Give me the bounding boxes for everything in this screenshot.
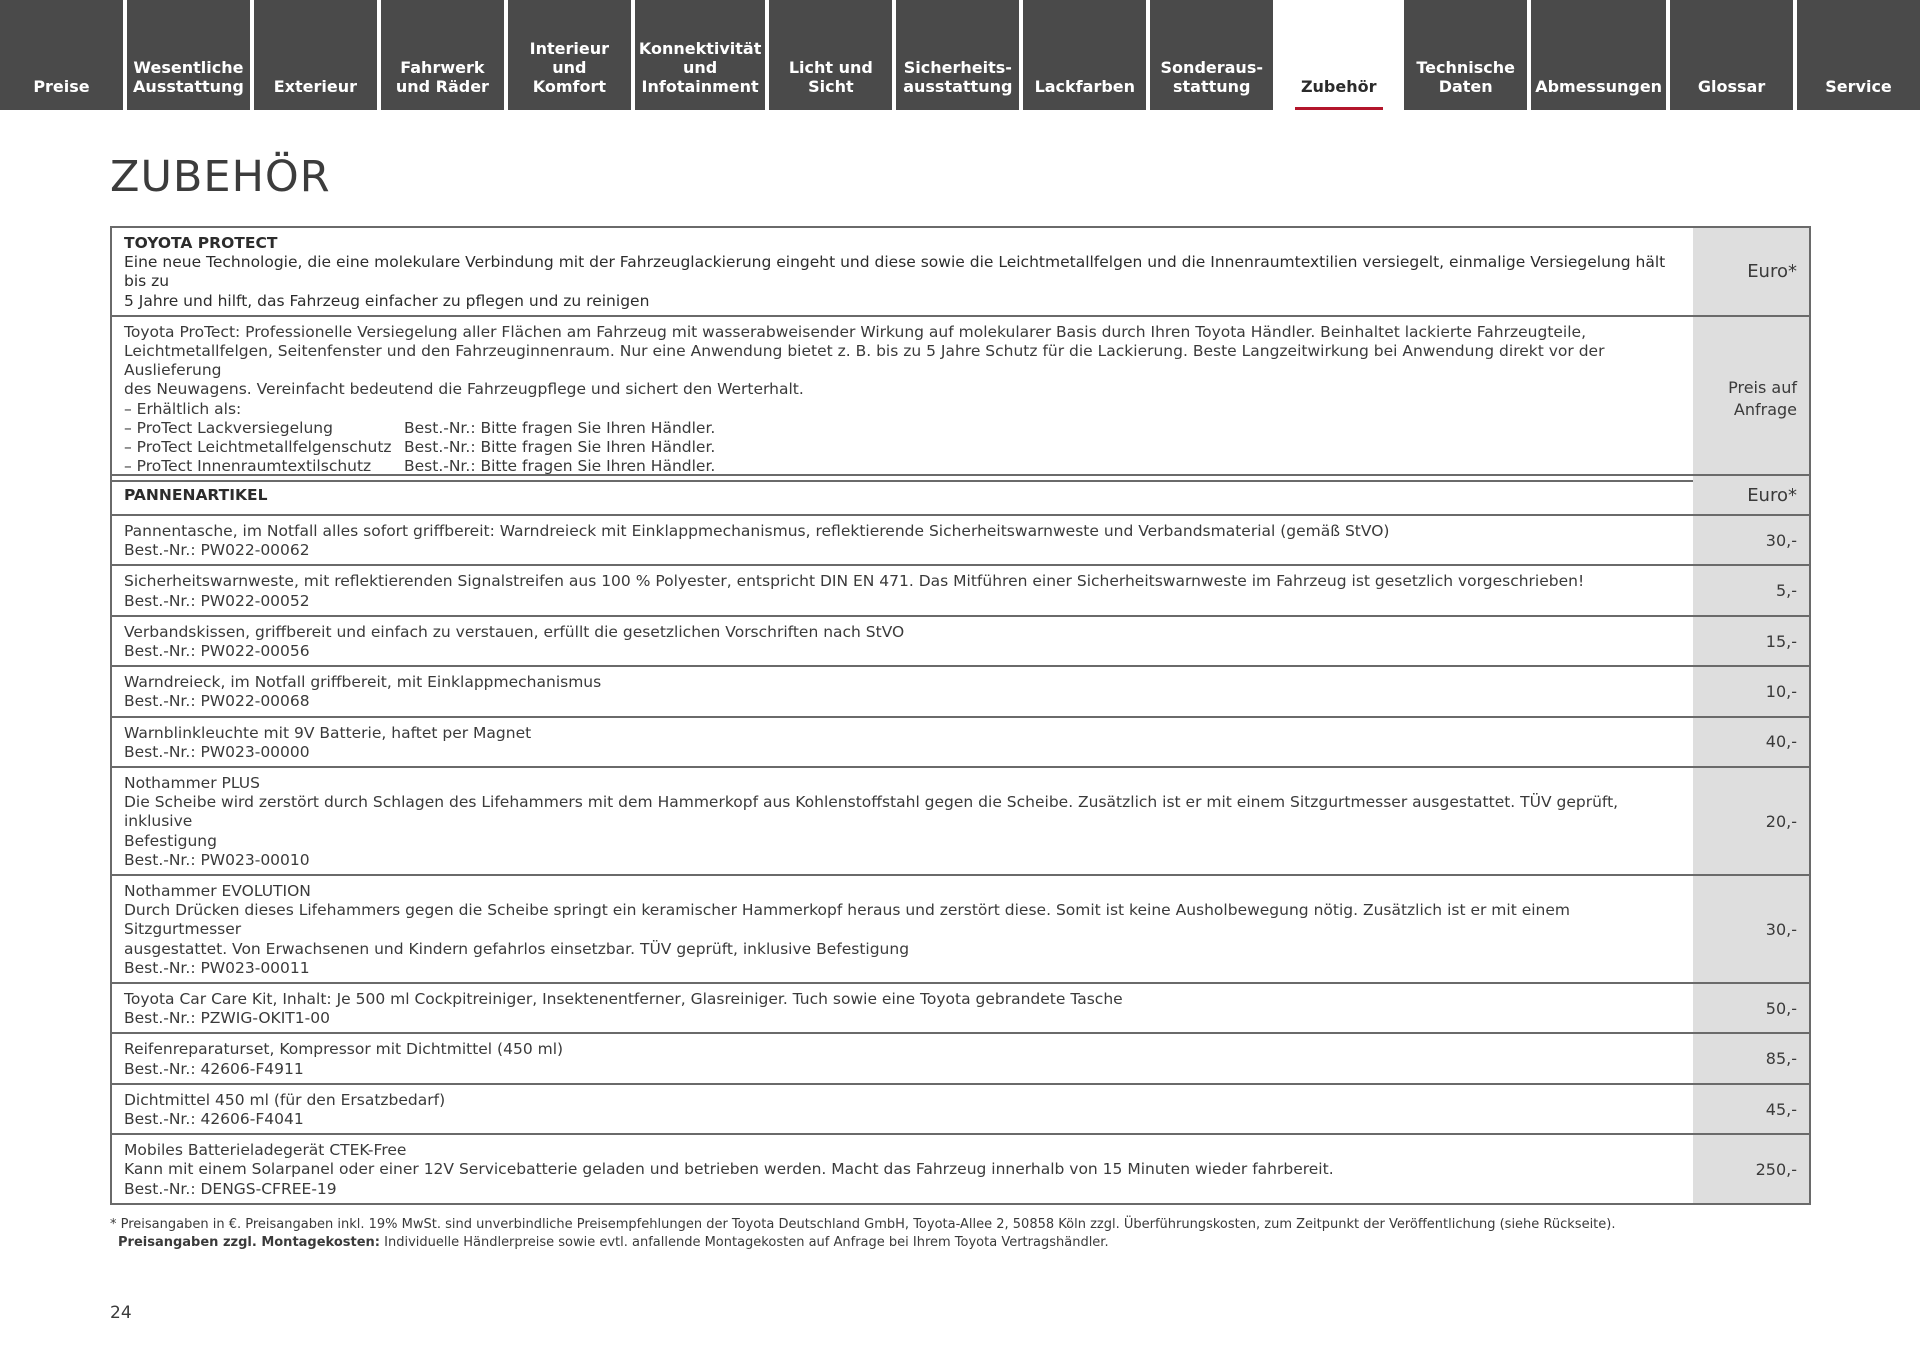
tab-label: Technische Daten: [1416, 58, 1516, 96]
active-tab-indicator: [1295, 107, 1383, 110]
item-price: 20,-: [1693, 768, 1809, 874]
tab-preise[interactable]: [0, 0, 123, 110]
item-line: Best.-Nr.: 42606-F4911: [124, 1059, 304, 1078]
item-line: Best.-Nr.: PW023-00011: [124, 958, 310, 977]
item-price: 5,-: [1693, 566, 1809, 614]
item-line: Nothammer EVOLUTION: [124, 882, 311, 901]
protect-header-row: [112, 228, 1809, 315]
footnote-bold: Preisangaben zzgl. Montagekosten:: [118, 1235, 380, 1250]
protect-body-line: – Erhältlich als:: [124, 399, 242, 418]
tab-label: Fahrwerk und Räder: [395, 58, 489, 96]
item-line: Best.-Nr.: 42606-F4041: [124, 1110, 304, 1129]
item-line: Toyota Car Care Kit, Inhalt: Je 500 ml Cockpitreiniger, Insektenentferner, Glasreiniger. Tuch sowie eine Toyota gebrandete Tasche: [124, 990, 1123, 1009]
item-price: 15,-: [1693, 617, 1809, 665]
item-description: [112, 667, 1693, 715]
item-line: Reifenreparaturset, Kompressor mit Dichtmittel (450 ml): [124, 1040, 564, 1059]
table-row: [112, 665, 1809, 715]
protect-body-line: Toyota ProTect: Professionelle Versiegelung aller Flächen am Fahrzeug mit wasserabweisender Wirkung auf molekularer Basis durch Ihren Toyota Händler. Beinhaltet lackierte Fahrzeugteile,: [124, 322, 1587, 341]
item-line: Best.-Nr.: DENGS-CFREE-19: [124, 1179, 337, 1198]
table-row: [112, 982, 1809, 1032]
tab-zubehör[interactable]: [1277, 0, 1400, 110]
protect-variant: [124, 419, 1681, 438]
item-description: [112, 1135, 1693, 1203]
pannen-header-price: Euro*: [1693, 476, 1809, 514]
tab-label: Service: [1825, 77, 1892, 96]
footnote-text: Individuelle Händlerpreise sowie evtl. anfallende Montagekosten auf Anfrage bei Ihrem Toyota Vertragshändler.: [380, 1235, 1109, 1250]
item-line: Sicherheitswarnweste, mit reflektierenden Signalstreifen aus 100 % Polyester, entspricht DIN EN 471. Das Mitführen einer Sicherheitswarnweste im Fahrzeug ist gesetzlich vorgeschrieben!: [124, 572, 1585, 591]
item-description: [112, 1085, 1693, 1133]
table-row: [112, 1083, 1809, 1133]
tab-label: Wesentliche Ausstattung: [133, 58, 244, 96]
price-footnote: [110, 1216, 1615, 1252]
item-line: Warnblinkleuchte mit 9V Batterie, haftet per Magnet: [124, 723, 532, 742]
variant-name: – ProTect Leichtmetallfelgenschutz: [124, 438, 392, 457]
tab-technische-daten[interactable]: [1404, 0, 1527, 110]
table-row: [112, 1032, 1809, 1082]
item-description: [112, 1034, 1693, 1082]
tab-label: Konnektivität und Infotainment: [638, 39, 762, 96]
page-title: ZUBEHÖR: [110, 152, 331, 202]
price-on-request-line: Anfrage: [1733, 399, 1797, 419]
item-price: 30,-: [1693, 876, 1809, 982]
protect-header-desc: 5 Jahre und hilft, das Fahrzeug einfacher zu pflegen und zu reinigen: [124, 291, 650, 310]
item-line: Best.-Nr.: PW022-00062: [124, 541, 310, 560]
tab-konnektivität-und-infotainment[interactable]: [635, 0, 766, 110]
tab-sicherheits-ausstattung[interactable]: [896, 0, 1019, 110]
tab-label: Lackfarben: [1034, 77, 1136, 96]
tab-label: Sicherheits- ausstattung: [903, 58, 1013, 96]
item-line: Nothammer PLUS: [124, 774, 260, 793]
item-description: [112, 516, 1693, 564]
item-description: [112, 876, 1693, 982]
variant-name: – ProTect Lackversiegelung: [124, 418, 333, 437]
table-row: [112, 564, 1809, 614]
tab-label: Interieur und Komfort: [529, 39, 610, 96]
item-price: 50,-: [1693, 984, 1809, 1032]
item-line: Best.-Nr.: PW022-00056: [124, 642, 310, 661]
table-row: [112, 1133, 1809, 1203]
protect-header-title: TOYOTA PROTECT: [124, 234, 278, 252]
protect-variant-list: [124, 419, 1681, 477]
item-price: 30,-: [1693, 516, 1809, 564]
item-line: Best.-Nr.: PW023-00000: [124, 742, 310, 761]
variant-order-number: Best.-Nr.: Bitte fragen Sie Ihren Händler.: [404, 457, 716, 476]
table-row: [112, 874, 1809, 982]
footnote-line: [110, 1234, 1615, 1252]
item-description: [112, 718, 1693, 766]
item-line: ausgestattet. Von Erwachsenen und Kindern gefahrlos einsetzbar. TÜV geprüft, inklusive Befestigung: [124, 939, 910, 958]
item-price: 45,-: [1693, 1085, 1809, 1133]
item-description: [112, 768, 1693, 874]
tab-lackfarben[interactable]: [1023, 0, 1146, 110]
item-line: Best.-Nr.: PW023-00010: [124, 850, 310, 869]
pannen-table: [110, 474, 1811, 1205]
tab-glossar[interactable]: [1670, 0, 1793, 110]
tab-label: Licht und Sicht: [788, 58, 873, 96]
protect-table: [110, 226, 1811, 482]
variant-name: – ProTect Innenraumtextilschutz: [124, 457, 372, 476]
tab-label: Preise: [33, 77, 90, 96]
tab-label: Abmessungen: [1535, 77, 1663, 96]
protect-body-text: [124, 323, 1681, 419]
item-description: [112, 566, 1693, 614]
protect-header-cell: [112, 228, 1693, 315]
protect-body-cell: [112, 317, 1693, 481]
item-line: Mobiles Batterieladegerät CTEK-Free: [124, 1141, 407, 1160]
top-navigation: [0, 0, 1920, 110]
table-row: [112, 615, 1809, 665]
tab-service[interactable]: [1797, 0, 1920, 110]
item-line: Best.-Nr.: PW022-00052: [124, 591, 310, 610]
protect-variant: [124, 438, 1681, 457]
protect-header-desc: Eine neue Technologie, die eine molekulare Verbindung mit der Fahrzeuglackierung eingeht und diese sowie die Leichtmetallfelgen und die Innenraumtextilien versiegelt, einmalige Versiegelung hält bis zu: [124, 253, 1666, 291]
protect-body-row: [112, 315, 1809, 481]
item-line: Pannentasche, im Notfall alles sofort griffbereit: Warndreieck mit Einklappmechanismus, reflektierende Sicherheitswarnweste und Verbandsmaterial (gemäß StVO): [124, 522, 1390, 540]
item-description: [112, 617, 1693, 665]
protect-body-line: des Neuwagens. Vereinfacht bedeutend die Fahrzeugpflege und sichert den Werterhalt.: [124, 380, 804, 399]
protect-body-line: Leichtmetallfelgen, Seitenfenster und den Fahrzeuginnenraum. Nur eine Anwendung bietet z. B. bis zu 5 Jahre Schutz für die Lackierung. Beste Langzeitwirkung bei Anwendung direkt vor der Auslieferung: [124, 342, 1605, 380]
tab-fahrwerk-und-räder[interactable]: [381, 0, 504, 110]
item-price: 40,-: [1693, 718, 1809, 766]
pannen-header-title: PANNENARTIKEL: [124, 486, 268, 505]
item-price: 85,-: [1693, 1034, 1809, 1082]
tab-sonderaus-stattung[interactable]: [1150, 0, 1273, 110]
item-line: Dichtmittel 450 ml (für den Ersatzbedarf): [124, 1090, 446, 1109]
footnote-line: * Preisangaben in €. Preisangaben inkl. 19% MwSt. sind unverbindliche Preisempfehlungen der Toyota Deutschland GmbH, Toyota-Allee 2, 50858 Köln zzgl. Überführungskosten, zum Zeitpunkt der Veröffentlichung (siehe Rückseite).: [110, 1217, 1616, 1232]
variant-order-number: Best.-Nr.: Bitte fragen Sie Ihren Händler.: [404, 438, 716, 457]
variant-order-number: Best.-Nr.: Bitte fragen Sie Ihren Händler.: [404, 418, 716, 437]
table-row: [112, 716, 1809, 766]
protect-header-price: Euro*: [1693, 228, 1809, 315]
item-line: Best.-Nr.: PZWIG-OKIT1-00: [124, 1009, 330, 1028]
item-line: Die Scheibe wird zerstört durch Schlagen des Lifehammers mit dem Hammerkopf aus Kohlenstoffstahl gegen die Scheibe. Zusätzlich ist er mit einem Sitzgurtmesser ausgestattet. TÜV geprüft, inklusive: [124, 793, 1619, 831]
item-line: Verbandskissen, griffbereit und einfach zu verstauen, erfüllt die gesetzlichen Vorschriften nach StVO: [124, 622, 905, 641]
table-row: [112, 514, 1809, 564]
tab-abmessungen[interactable]: [1531, 0, 1666, 110]
tab-wesentliche-ausstattung[interactable]: [127, 0, 250, 110]
tab-label: Zubehör: [1300, 77, 1377, 96]
price-on-request-line: Preis auf: [1728, 377, 1797, 397]
item-price: 10,-: [1693, 667, 1809, 715]
tab-label: Exterieur: [273, 77, 358, 96]
item-line: Best.-Nr.: PW022-00068: [124, 692, 310, 711]
item-line: Warndreieck, im Notfall griffbereit, mit Einklappmechanismus: [124, 673, 602, 692]
tab-exterieur[interactable]: [254, 0, 377, 110]
page-number: 24: [110, 1303, 132, 1323]
tab-label: Sonderaus- stattung: [1160, 58, 1263, 96]
item-line: Durch Drücken dieses Lifehammers gegen die Scheibe springt ein keramischer Hammerkopf heraus und zerstört diese. Somit ist keine Ausholbewegung nötig. Zusätzlich ist er mit einem Sitzgurtmesser: [124, 901, 1570, 939]
item-line: Befestigung: [124, 831, 217, 850]
item-price: 250,-: [1693, 1135, 1809, 1203]
tab-interieur-und-komfort[interactable]: [508, 0, 631, 110]
item-line: Kann mit einem Solarpanel oder einer 12V Servicebatterie geladen und betrieben werden. Macht das Fahrzeug innerhalb von 15 Minuten wieder fahrbereit.: [124, 1160, 1334, 1179]
tab-label: Glossar: [1697, 77, 1766, 96]
tab-licht-und-sicht[interactable]: [769, 0, 892, 110]
protect-body-price: [1693, 317, 1809, 481]
table-row: [112, 766, 1809, 874]
item-description: [112, 984, 1693, 1032]
pannen-header-row: [112, 476, 1809, 514]
